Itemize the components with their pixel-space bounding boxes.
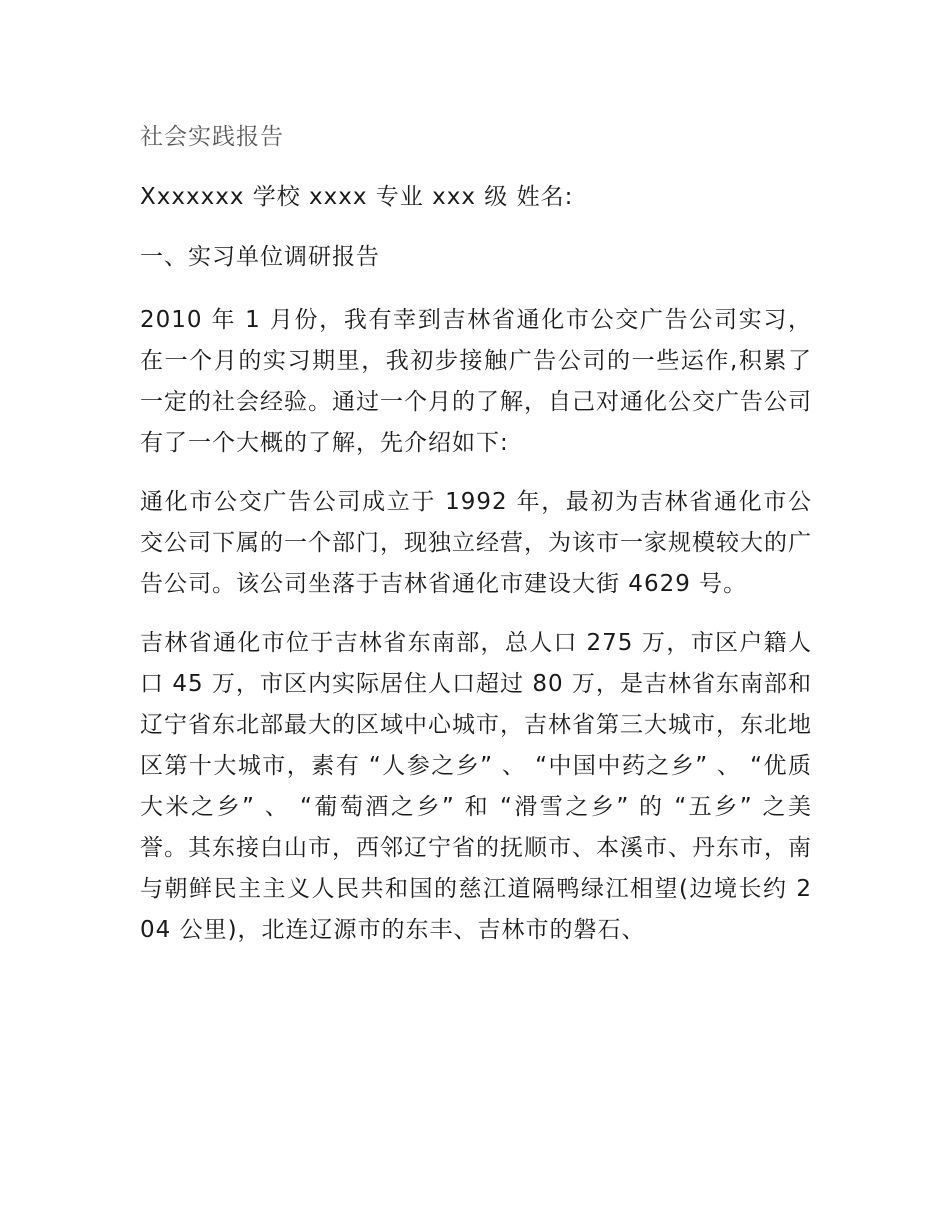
document-page <box>140 120 812 969</box>
paragraph-intro: 2010 年 1 月份，我有幸到吉林省通化市公交广告公司实习，在一个月的实习期里，我初步接触广告公司的一些运作,积累了一定的社会经验。通过一个月的了解，自己对通化公交广告公司有了一个大概的了解，先介绍如下: <box>140 307 812 456</box>
author-info-line: Xxxxxxx 学校 xxxx 专业 xxx 级 姓名: <box>140 184 574 210</box>
paragraph-company: 通化市公交广告公司成立于 1992 年，最初为吉林省通化市公交公司下属的一个部门，现独立经营，为该市一家规模较大的广告公司。该公司坐落于吉林省通化市建设大街 4629 号。 <box>140 489 812 597</box>
document-title: 社会实践报告 <box>140 124 284 150</box>
paragraph-city: 吉林省通化市位于吉林省东南部，总人口 275 万，市区户籍人口 45 万，市区内实际居住人口超过 80 万，是吉林省东南部和辽宁省东北部最大的区域中心城市，吉林省第三大城市，东北地区第十大城市，素有 “人参之乡” 、 “中国中药之乡” 、 “优质大米之乡” 、 “葡萄酒之乡” 和 “滑雪之乡” 的 “五乡” 之美誉。其东接白山市，西邻辽宁省的抚顺市、本溪市、丹东市，南与朝鲜民主主义人民共和国的慈江道隔鸭绿江相望(边境长约 204 公里)，北连辽源市的东丰、吉林市的磐石、 <box>140 630 812 943</box>
section-heading: 一、实习单位调研报告 <box>140 244 380 270</box>
